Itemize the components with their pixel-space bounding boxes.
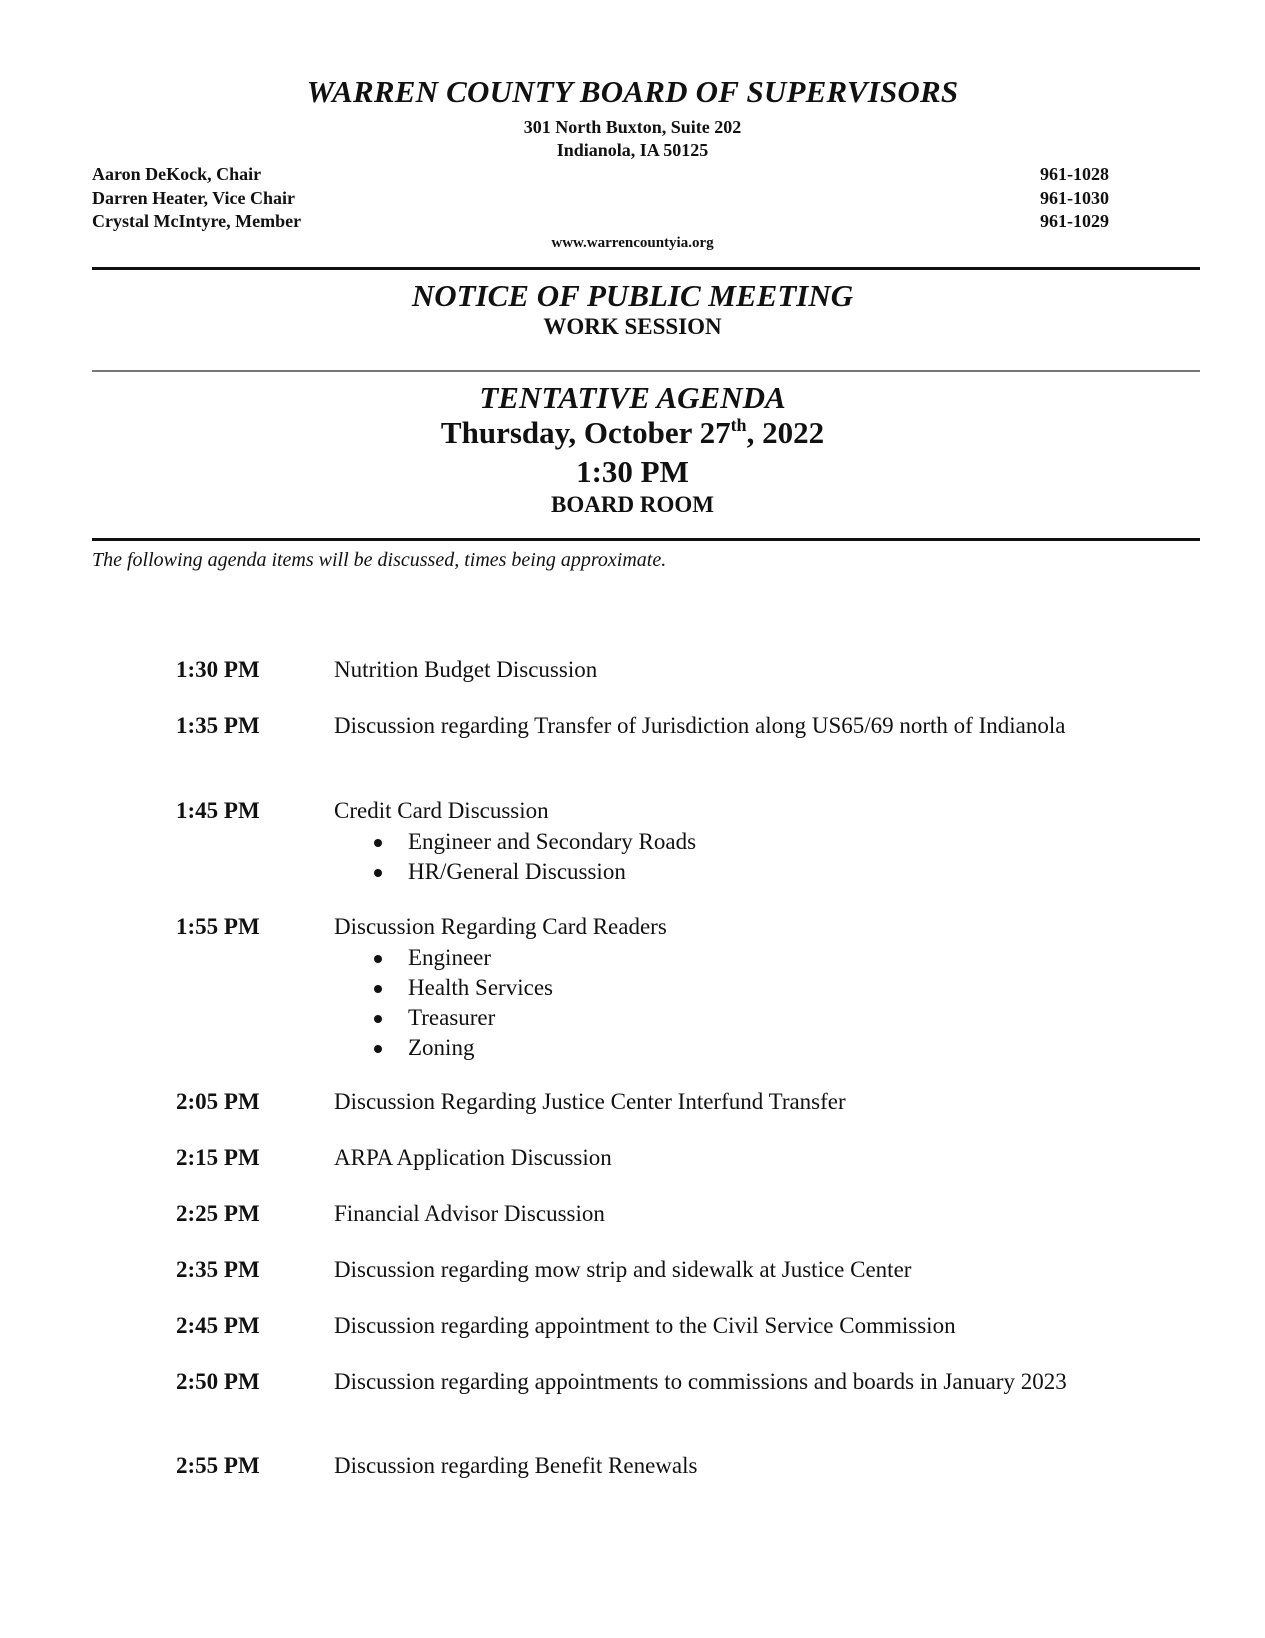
notice-title: NOTICE OF PUBLIC MEETING — [411, 278, 854, 313]
agenda-item-title: Credit Card Discussion — [334, 798, 549, 823]
agenda-item-description: Discussion regarding appointments to commissions and boards in January 2023 — [334, 1369, 1067, 1394]
agenda-title: TENTATIVE AGENDA — [479, 380, 786, 415]
agenda-item-time: 2:35 PM — [176, 1257, 260, 1282]
agenda-item-description: Discussion regarding Benefit Renewals — [334, 1453, 698, 1478]
agenda-item-time: 2:25 PM — [176, 1201, 260, 1226]
member-phone: 961-1029 — [1040, 211, 1109, 231]
meeting-date — [0, 415, 1265, 451]
bullet-item: Treasurer — [408, 1003, 1094, 1033]
website-url: www.warrencountyia.org — [551, 235, 714, 251]
agenda-item-description: Discussion regarding Transfer of Jurisdiction along US65/69 north of Indianola — [334, 713, 1066, 738]
bullet-list — [334, 943, 1094, 1063]
agenda-item-time: 1:45 PM — [176, 798, 260, 823]
meeting-time: 1:30 PM — [576, 454, 689, 489]
address-line-2: Indianola, IA 50125 — [556, 140, 709, 160]
divider — [92, 370, 1200, 372]
agenda-item-description: Discussion regarding mow strip and sidewalk at Justice Center — [334, 1257, 912, 1282]
agenda-item-time: 1:55 PM — [176, 914, 260, 939]
agenda-item-description: Discussion regarding appointment to the Civil Service Commission — [334, 1313, 956, 1338]
agenda-item-description: Discussion Regarding Justice Center Interfund Transfer — [334, 1089, 846, 1114]
bullet-list — [334, 827, 1094, 887]
member-list — [92, 163, 301, 234]
agenda-item-description — [334, 913, 1094, 1063]
agenda-item-description: Nutrition Budget Discussion — [334, 657, 598, 682]
address-line-1: 301 North Buxton, Suite 202 — [523, 117, 742, 137]
date-suffix: , 2022 — [746, 415, 825, 450]
bullet-item: HR/General Discussion — [408, 857, 1094, 887]
bullet-item: Health Services — [408, 973, 1094, 1003]
agenda-item-time: 1:35 PM — [176, 713, 260, 738]
agenda-item-title: Discussion Regarding Card Readers — [334, 914, 667, 939]
agenda-item-time: 2:55 PM — [176, 1453, 260, 1478]
agenda-item-time: 2:05 PM — [176, 1089, 260, 1114]
divider — [92, 538, 1200, 541]
date-prefix: Thursday, October 27 — [440, 415, 731, 450]
agenda-item-time: 2:15 PM — [176, 1145, 260, 1170]
meeting-room: BOARD ROOM — [551, 492, 714, 517]
member-name: Aaron DeKock, Chair — [92, 164, 262, 184]
bullet-item: Engineer and Secondary Roads — [408, 827, 1094, 857]
agenda-item-time: 2:50 PM — [176, 1369, 260, 1394]
member-name: Darren Heater, Vice Chair — [92, 187, 295, 208]
agenda-item-description — [334, 797, 1094, 887]
agenda-intro: The following agenda items will be discussed, times being approximate. — [92, 549, 667, 571]
agenda-item-description: ARPA Application Discussion — [334, 1145, 612, 1170]
phone-list — [1040, 163, 1109, 234]
member-phone: 961-1028 — [1040, 164, 1109, 184]
org-title: WARREN COUNTY BOARD OF SUPERVISORS — [306, 74, 959, 109]
divider — [92, 267, 1200, 270]
member-name: Crystal McIntyre, Member — [92, 211, 302, 231]
date-ordinal: th — [730, 415, 747, 435]
bullet-item: Engineer — [408, 943, 1094, 973]
notice-subtitle: WORK SESSION — [543, 314, 722, 339]
member-phone: 961-1030 — [1040, 187, 1109, 208]
bullet-item: Zoning — [408, 1033, 1094, 1063]
agenda-item-time: 2:45 PM — [176, 1313, 260, 1338]
agenda-item-description: Financial Advisor Discussion — [334, 1201, 605, 1226]
agenda-item-time: 1:30 PM — [176, 657, 260, 682]
